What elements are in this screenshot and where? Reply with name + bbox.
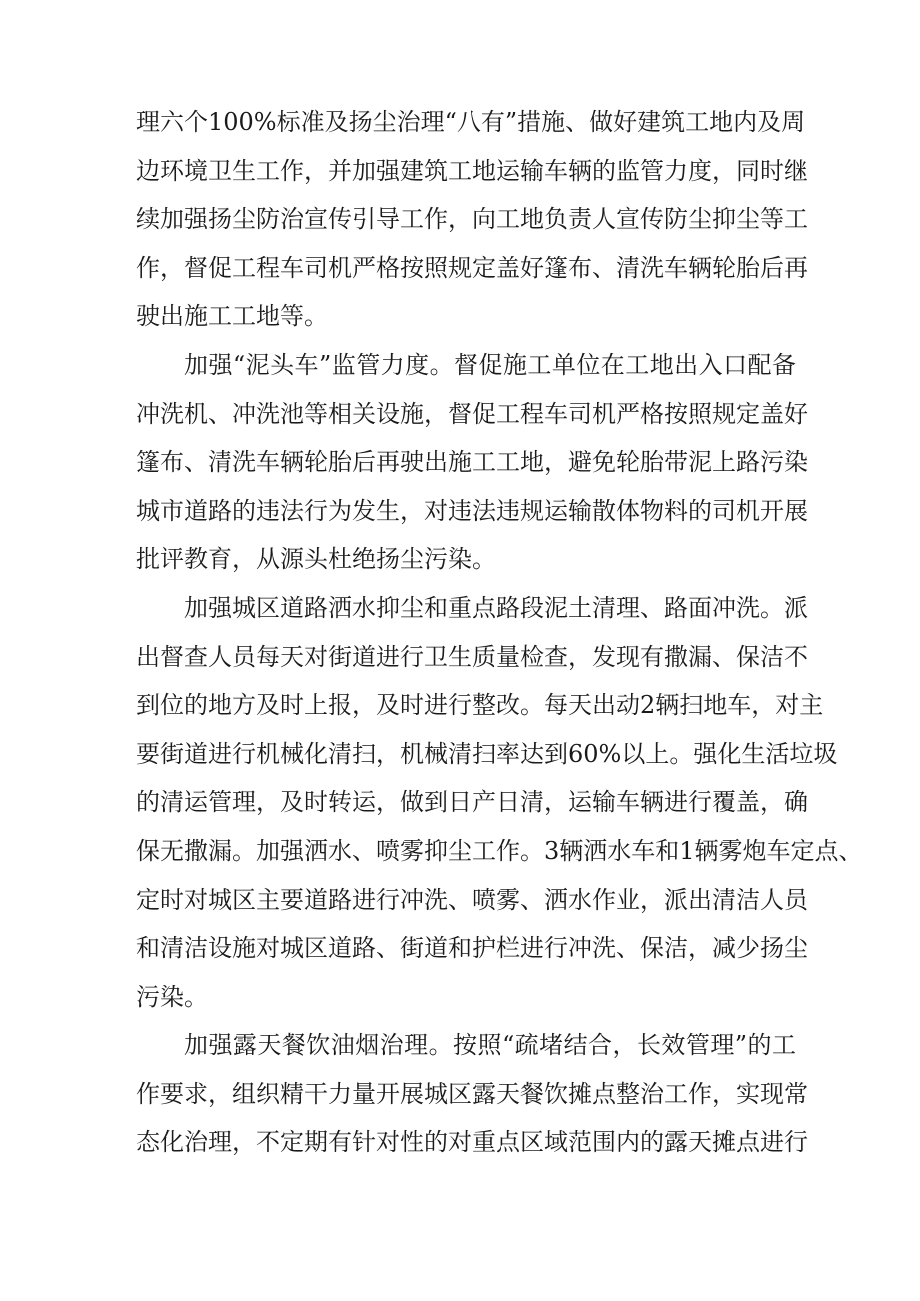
text-line: 理六个100%标准及扬尘治理“八有”措施、做好建筑工地内及周 — [136, 108, 806, 136]
text-line: 作要求，组织精干力量开展城区露天餐饮摊点整治工作，实现常 — [136, 1079, 808, 1108]
text-line: 出督查人员每天对街道进行卫生质量检查，发现有撒漏、保洁不 — [136, 642, 808, 671]
text-line: 城市道路的违法行为发生，对违法违规运输散体物料的司机开展 — [136, 496, 808, 525]
text-line: 作，督促工程车司机严格按照规定盖好篷布、清洗车辆轮胎后再 — [136, 253, 808, 282]
text-line: 要街道进行机械化清扫，机械清扫率达到60%以上。强化生活垃圾 — [136, 739, 838, 768]
text-line: 定时对城区主要道路进行冲洗、喷雾、洒水作业，派出清洁人员 — [136, 885, 808, 914]
text-line: 到位的地方及时上报，及时进行整改。每天出动2辆扫地车，对主 — [136, 691, 824, 720]
text-line: 边环境卫生工作，并加强建筑工地运输车辆的监管力度，同时继 — [136, 156, 808, 185]
text-line: 污染。 — [136, 982, 208, 1011]
text-line: 篷布、清洗车辆轮胎后再驶出施工工地，避免轮胎带泥上路污染 — [136, 448, 808, 477]
paragraph — [136, 1021, 808, 1167]
text-line: 和清洁设施对城区道路、街道和护栏进行冲洗、保洁，减少扬尘 — [136, 934, 808, 963]
text-line: 保无撒漏。加强洒水、喷雾抑尘工作。3辆洒水车和1辆雾炮车定点、 — [136, 836, 863, 865]
text-line: 加强城区道路洒水抑尘和重点路段泥土清理、路面冲洗。派 — [184, 593, 808, 622]
paragraph — [136, 341, 808, 584]
text-line: 续加强扬尘防治宣传引导工作，向工地负责人宣传防尘抑尘等工 — [136, 205, 808, 234]
paragraph — [136, 584, 863, 1021]
text-line: 加强露天餐饮油烟治理。按照“疏堵结合，长效管理”的工 — [184, 1031, 796, 1060]
text-line: 态化治理，不定期有针对性的对重点区域范围内的露天摊点进行 — [136, 1128, 808, 1157]
text-line: 冲洗机、冲洗池等相关设施，督促工程车司机严格按照规定盖好 — [136, 399, 808, 428]
document-body — [136, 98, 863, 1167]
text-line: 加强“泥头车”监管力度。督促施工单位在工地出入口配备 — [184, 350, 796, 379]
paragraph — [136, 98, 808, 341]
text-line: 驶出施工工地等。 — [136, 302, 328, 331]
text-line: 的清运管理，及时转运，做到日产日清，运输车辆进行覆盖，确 — [136, 788, 808, 817]
text-line: 批评教育，从源头杜绝扬尘污染。 — [136, 545, 496, 574]
